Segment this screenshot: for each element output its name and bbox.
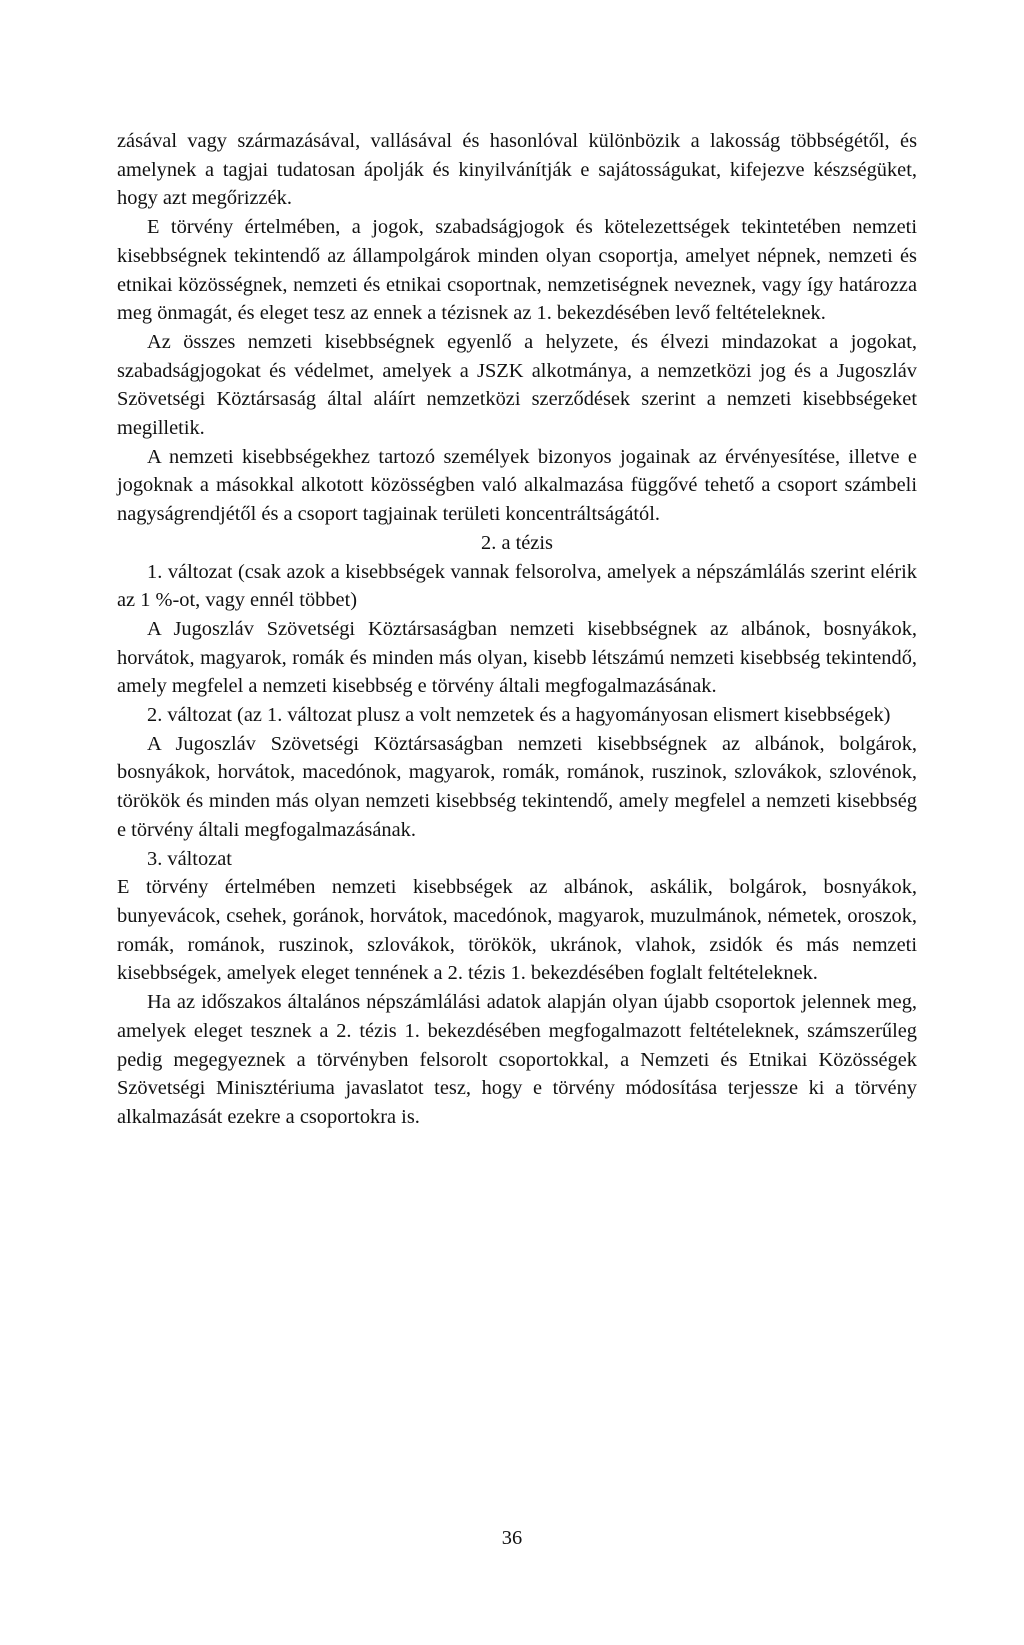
variant-3-text-2: Ha az időszakos általános népszámlálási adatok alapján olyan újabb csoportok jelennek meg, amelyek eleget tesznek a 2. tézis 1. bekezdésében megfogalmazott feltételeknek, számszerűleg pedig megegyeznek a törvényben felsorolt csoportokkal, a Nemzeti és Etnikai Közösségek Szövetségi Minisztériuma javaslatot tesz, hogy e törvény módosítása terjessze ki a törvény alkalmazását ezekre a csoportokra is. bbox=[117, 991, 917, 1128]
variant-3-title: 3. változat bbox=[147, 847, 232, 870]
page-number: 36 bbox=[501, 1527, 523, 1549]
variant-1-title: 1. változat (csak azok a kisebbségek vannak felsorolva, amelyek a népszámlálás szerint elérik az 1 %-ot, vagy ennél többet) bbox=[117, 560, 917, 612]
variant-3-text: E törvény értelmében nemzeti kisebbségek az albánok, askálik, bolgárok, bosnyákok, bunyevácok, csehek, goránok, horvátok, macedónok, magyarok, muzulmánok, németek, oroszok, romák, románok, ruszinok, szlovákok, törökök, ukránok, vlahok, zsidók és más nemzeti kisebbségek, amelyek eleget tennének a 2. tézis 1. bekezdésében foglalt feltételeknek. bbox=[117, 876, 917, 985]
paragraph-equality: Az összes nemzeti kisebbségnek egyenlő a helyzete, és élvezi mindazokat a jogokat, szabadságjogokat és védelmet, amelyek a JSZK alkotmánya, a nemzetközi jog és a Jugoszláv Szövetségi Köztársaság által aláírt nemzetközi szerződések szerint a nemzeti kisebbségeket megilletik. bbox=[117, 330, 917, 440]
paragraph-continuation: zásával vagy származásával, vallásával és hasonlóval különbözik a lakosság többségétől, és amelynek a tagjai tudatosan ápolják és kinyilvánítják e sajátosságukat, kifejezve készségüket, hogy azt megőrizzék. bbox=[117, 130, 917, 210]
variant-1-text: A Jugoszláv Szövetségi Köztársaságban nemzeti kisebbségnek az albánok, bosnyákok, horvátok, magyarok, romák és minden más olyan, kisebb létszámú nemzeti kisebbség tekintendő, amely megfelel a nemzeti kisebbség e törvény általi megfogalmazásának. bbox=[117, 617, 917, 698]
variant-2-text: A Jugoszláv Szövetségi Köztársaságban nemzeti kisebbségnek az albánok, bolgárok, bosnyákok, horvátok, macedónok, magyarok, romák, románok, ruszinok, szlovákok, szlovénok, törökök és minden más olyan nemzeti kisebbség tekintendő, amely megfelel a nemzeti kisebbség e törvény általi megfogalmazásának. bbox=[117, 732, 917, 841]
paragraph-rights: A nemzeti kisebbségekhez tartozó személyek bizonyos jogainak az érvényesítése, illetve e jogoknak a másokkal alkotott közösségben való alkalmazása függővé tehető a csoport számbeli nagyságrendjétől és a csoport tagjainak területi koncentráltságától. bbox=[117, 445, 917, 526]
document-page bbox=[117, 127, 917, 1132]
paragraph-definition: E törvény értelmében, a jogok, szabadságjogok és kötelezettségek tekintetében nemzeti kisebbségnek tekintendő az állampolgárok minden olyan csoportja, amelyet népnek, nemzeti és etnikai közösségnek, nemzeti és etnikai csoportnak, nemzetiségnek neveznek, vagy így határozza meg önmagát, és eleget tesz az ennek a tézisnek az 1. bekezdésében levő feltételeknek. bbox=[117, 216, 917, 325]
section-heading: 2. a tézis bbox=[481, 531, 553, 554]
variant-2-title: 2. változat (az 1. változat plusz a volt nemzetek és a hagyományosan elismert kisebbségek) bbox=[147, 704, 891, 727]
